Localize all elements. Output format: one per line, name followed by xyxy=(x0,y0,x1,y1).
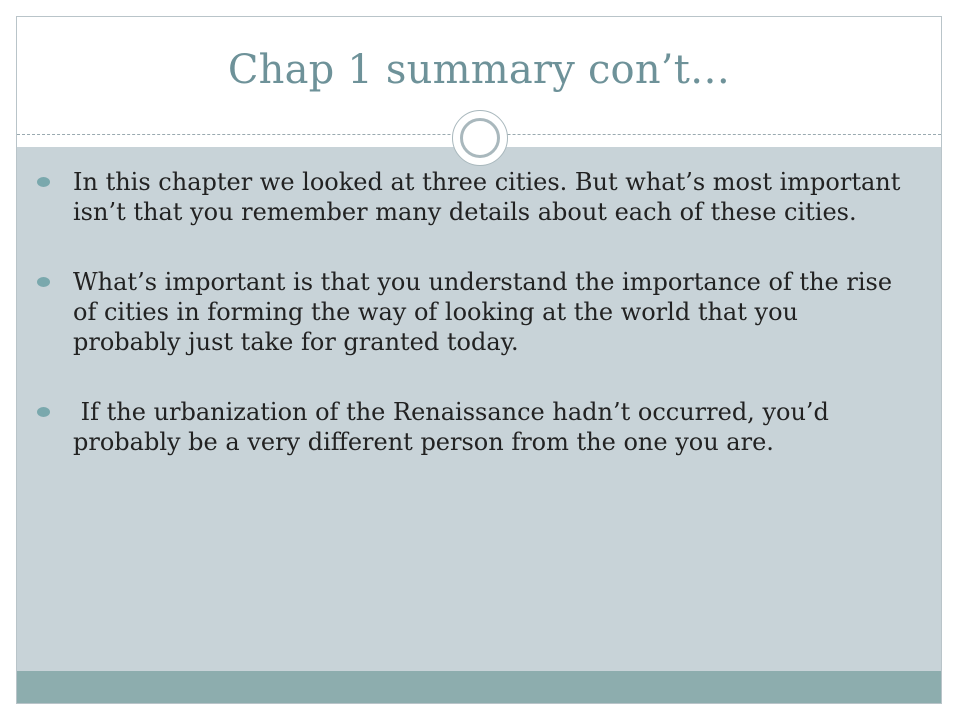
bullet-item xyxy=(53,267,913,357)
bullet-list xyxy=(53,167,913,497)
bullet-item xyxy=(53,167,913,227)
oval-bullet-icon xyxy=(37,177,50,187)
bottom-band xyxy=(17,671,941,704)
bullet-item xyxy=(53,397,913,457)
slide-title: Chap 1 summary con’t… xyxy=(227,47,731,93)
bullet-text: In this chapter we looked at three cities. But what’s most important isn’t that you remember many details about each of these cities. xyxy=(73,168,901,226)
oval-bullet-icon xyxy=(37,407,50,417)
bullet-text: If the urbanization of the Renaissance hadn’t occurred, you’d probably be a very different person from the one you are. xyxy=(73,398,837,456)
oval-bullet-icon xyxy=(37,277,50,287)
inner-ring xyxy=(460,118,500,158)
double-ring-icon xyxy=(452,110,508,166)
slide xyxy=(16,16,942,704)
bullet-text: What’s important is that you understand the importance of the rise of cities in forming the way of looking at the world that you probably just take for granted today. xyxy=(73,268,893,356)
